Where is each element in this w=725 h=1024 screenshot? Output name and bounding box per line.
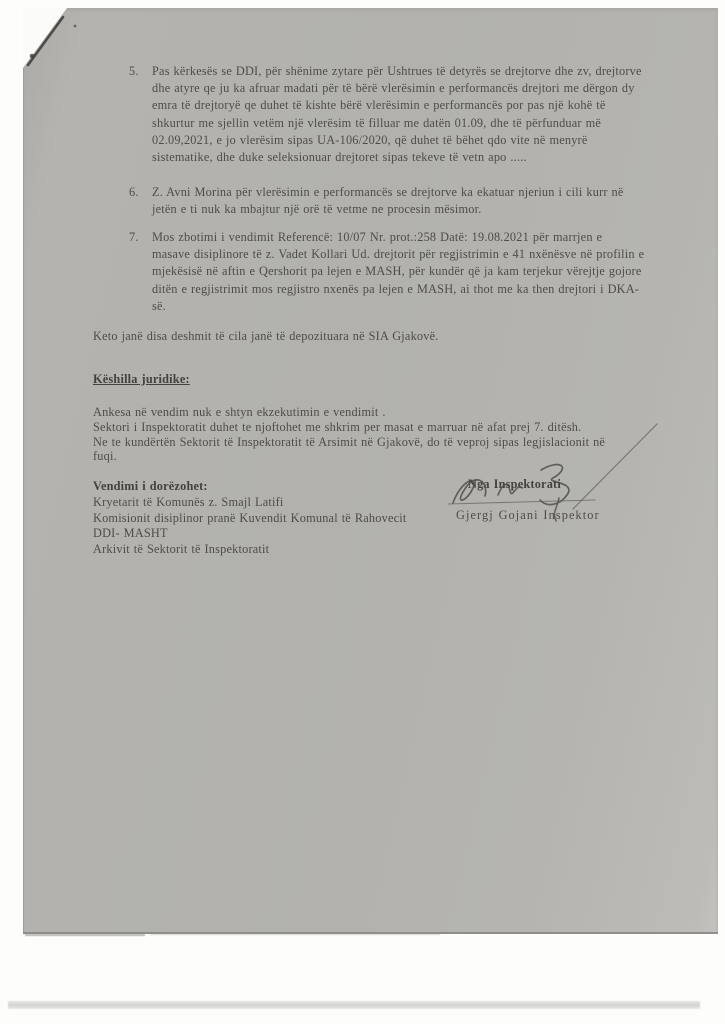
page-edge-shadow [25,934,145,936]
delivery-block [93,479,407,558]
signature-scribble [423,408,683,548]
signature-name: Gjergj Gojani Inspektor [456,508,600,522]
text-line: emra të drejtoryë qe duhet të kishte bërë vlerësimin e performancës por pas një kohë të [152,98,606,113]
delivery-heading: Vendimi i dorëzohet: [93,479,208,493]
delivery-recipient: Komisionit disiplinor pranë Kuvendit Komunal të Rahovecit [93,510,407,525]
text-line: 02.09,2021, e jo vlerësim sipas UA-106/2020, që duhet të bëhet qdo vite në menyrë [152,132,588,147]
text-line: dhe atyre qe ju ka afruar madati për të bërë vlerësimin e performancës drejtori me dërgon dy [152,81,635,96]
text-line: Sektori i Inspektoratit duhet te njoftohet me shkrim per masat e marruar në afat prej 7. ditësh. [93,419,582,434]
text-line: jetën e ti nuk ka mbajtur një orë të vetme ne procesin mësimor. [152,202,482,217]
legal-advice-heading: Këshilla juridike: [93,372,190,386]
list-number: 6. [129,185,139,199]
text-line: masave disiplinore të z. Vadet Kollari Ud. drejtorit për regjistrimin e 41 nxënësve në profilin e [152,247,645,262]
text-line: ditën e regjistrimit mos regjistro nxenës pa lejen e MASH, ai thot me ka then drejtori i DKA- [152,281,640,296]
text-line: mjekësisë në aftin e Qershorit pa lejen e MASH, për kundër që ja kam terjekur vërejtje gojore [152,264,642,279]
text-line: së. [152,298,166,313]
pen-mark-icon [23,8,83,74]
list-item-6 [129,184,624,218]
page-edge-shadow [150,934,440,935]
list-item-7 [129,229,645,315]
signature-from-label: Nga Inspektorati [468,477,561,491]
text-line: sistematike, dhe duke seleksionuar drejtoret sipas tekeve të vetn apo ..... [152,150,527,165]
list-number: 7. [129,230,139,244]
delivery-recipient: Kryetarit të Komunës z. Smajl Latifi [93,494,284,509]
delivery-recipient: DDI- MASHT [93,526,168,541]
text-line: Ankesa në vendim nuk e shtyn ekzekutimin e vendimit . [93,405,386,419]
text-line: Keto janë disa deshmit të cila janë të depozituara në SIA Gjakovë. [93,329,439,343]
text-line: Pas kërkesës se DDI, për shënime zytare për Ushtrues të detyrës se drejtorve dhe zv, drejtorve [152,64,642,78]
delivery-recipient: Arkivit të Sektorit të Inspektoratit [93,542,270,557]
text-line: Ne te kundërtën Sektorit të Inspektoratit të Arsimit në Gjakovë, do të veproj sipas legjislacionit në [93,434,606,449]
text-line: Z. Avni Morina për vlerësimin e performancës se drejtorve ka ekatuar njeriun i cili kurr në [152,185,624,199]
deposit-note [93,329,439,344]
scanner-artifact-line [8,1001,700,1009]
text-line: Mos zbotimi i vendimit Referencë: 10/07 Nr. prot.:258 Datë: 19.08.2021 për marrjen e [152,230,603,244]
text-line: fuqi. [93,449,117,464]
text-line: shkurtur me sjellin vetëm një vlerësim të filluar me datën 01.09, dhe të përfunduar më [152,115,602,130]
signature-line [448,500,595,504]
signature-diagonal-stroke [573,424,657,509]
list-number: 5. [129,64,139,78]
scanned-page [23,8,718,934]
list-item-5 [129,63,642,166]
